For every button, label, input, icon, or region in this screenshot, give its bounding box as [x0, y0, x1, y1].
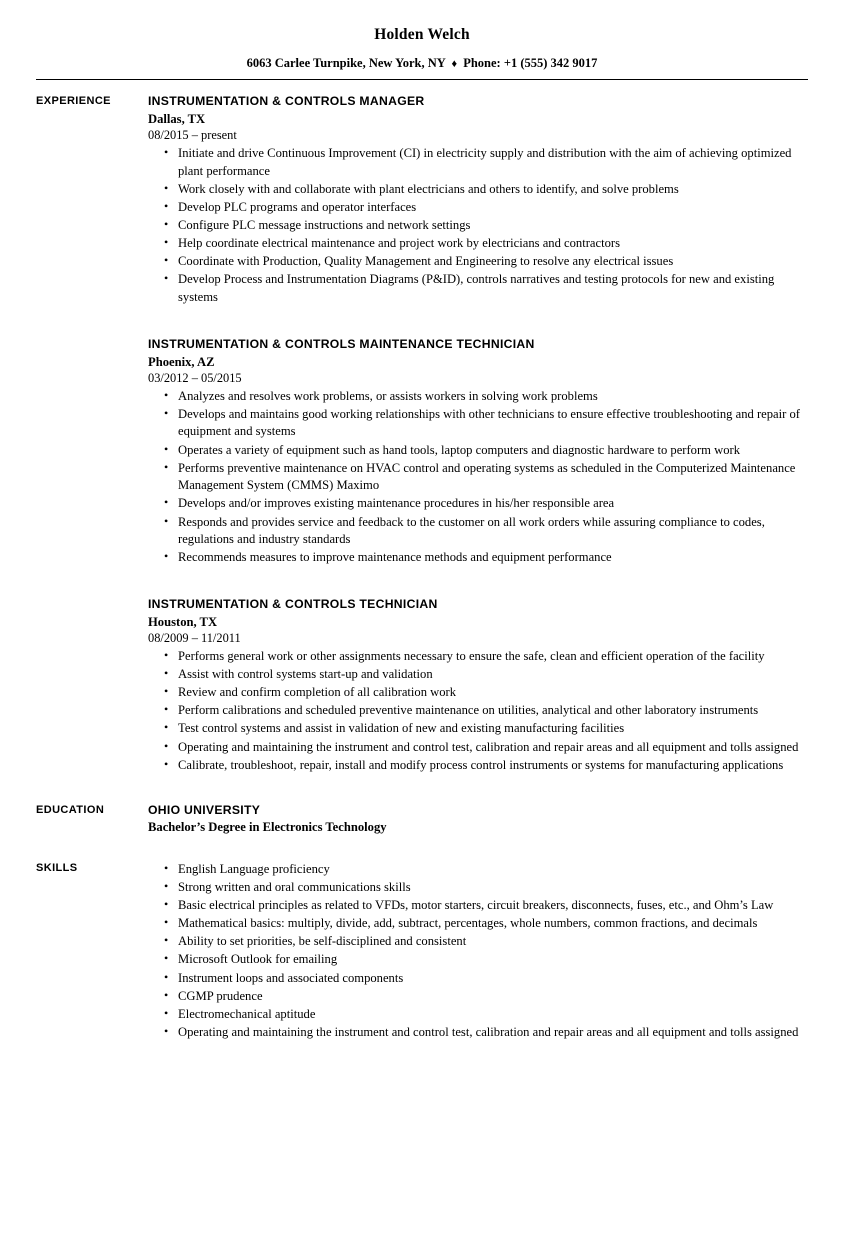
- list-item: • Develop Process and Instrumentation Diagrams (P&ID), controls narratives and testing protocols for new and existing systems: [148, 271, 808, 306]
- list-item: • Analyzes and resolves work problems, or assists workers in solving work problems: [148, 388, 808, 406]
- list-item: • Responds and provides service and feedback to the customer on all work orders while assuring compliance to codes, regulations and industry standards: [148, 514, 808, 549]
- page-title: Holden Welch: [374, 26, 470, 43]
- contact-line: [36, 56, 808, 71]
- experience-item: [148, 94, 808, 307]
- list-item: • Test control systems and assist in validation of new and existing manufacturing facilities: [148, 720, 808, 738]
- list-item: • Recommends measures to improve maintenance methods and equipment performance: [148, 549, 808, 567]
- job-title: INSTRUMENTATION & CONTROLS MAINTENANCE TECHNICIAN: [148, 336, 535, 351]
- section-label-experience: EXPERIENCE: [36, 95, 111, 107]
- list-item: • Calibrate, troubleshoot, repair, install and modify process control instruments or systems for manufacturing applications: [148, 757, 808, 775]
- job-bullets: [148, 388, 808, 567]
- list-item: • Strong written and oral communications skills: [148, 879, 808, 897]
- section-label-skills: SKILLS: [36, 861, 78, 874]
- job-dates: 03/2012 – 05/2015: [148, 370, 242, 385]
- contact-phone: Phone: +1 (555) 342 9017: [463, 56, 598, 70]
- spacer: [148, 585, 808, 597]
- job-bullets: [148, 145, 808, 307]
- header-divider: [36, 79, 808, 80]
- job-title: INSTRUMENTATION & CONTROLS TECHNICIAN: [148, 596, 438, 611]
- list-item: • Coordinate with Production, Quality Management and Engineering to resolve any electrical issues: [148, 253, 808, 271]
- list-item: • Develops and maintains good working relationships with other technicians to ensure effective troubleshooting and repair of equipment and systems: [148, 406, 808, 441]
- list-item: • Review and confirm completion of all calibration work: [148, 684, 808, 702]
- list-item: • Operating and maintaining the instrument and control test, calibration and repair areas and all equipment and tolls assigned: [148, 1024, 808, 1042]
- job-dates: 08/2015 – present: [148, 128, 237, 142]
- list-item: • Work closely with and collaborate with plant electricians and others to identify, and solve problems: [148, 181, 808, 199]
- list-item: • Ability to set priorities, be self-disciplined and consistent: [148, 933, 808, 951]
- job-dates: 08/2009 – 11/2011: [148, 630, 241, 645]
- contact-address: 6063 Carlee Turnpike, New York, NY: [246, 56, 446, 70]
- list-item: • Configure PLC message instructions and network settings: [148, 217, 808, 235]
- experience-item: [148, 337, 808, 567]
- list-item: • Microsoft Outlook for emailing: [148, 951, 808, 969]
- job-location: Phoenix, AZ: [148, 354, 215, 369]
- skills-list: [148, 861, 808, 1042]
- education-degree: Bachelor’s Degree in Electronics Technology: [148, 819, 387, 834]
- list-item: • Develop PLC programs and operator interfaces: [148, 199, 808, 217]
- diamond-icon: ♦: [451, 58, 458, 70]
- list-item: • Performs general work or other assignments necessary to ensure the safe, clean and efficient operation of the facility: [148, 648, 808, 666]
- experience-body: [148, 94, 808, 775]
- list-item: • Initiate and drive Continuous Improvement (CI) in electricity supply and distribution with the aim of achieving optimized plant performance: [148, 145, 808, 180]
- job-location: Dallas, TX: [148, 112, 206, 126]
- list-item: • Electromechanical aptitude: [148, 1006, 808, 1024]
- list-item: • English Language proficiency: [148, 861, 808, 879]
- list-item: • Mathematical basics: multiply, divide, add, subtract, percentages, whole numbers, common fractions, and decimals: [148, 915, 808, 933]
- education-school: OHIO UNIVERSITY: [148, 802, 261, 817]
- list-item: • Help coordinate electrical maintenance and project work by electricians and contractors: [148, 235, 808, 253]
- list-item: • Perform calibrations and scheduled preventive maintenance on utilities, analytical and other laboratory instruments: [148, 702, 808, 720]
- list-item: • Instrument loops and associated components: [148, 970, 808, 988]
- list-item: • Develops and/or improves existing maintenance procedures in his/her responsible area: [148, 495, 808, 513]
- section-skills: [36, 861, 808, 1042]
- experience-item: [148, 597, 808, 774]
- education-body: [148, 803, 808, 835]
- job-location: Houston, TX: [148, 614, 218, 629]
- list-item: • Operates a variety of equipment such as hand tools, laptop computers and diagnostic hardware to perform work: [148, 442, 808, 460]
- list-item: • Assist with control systems start-up and validation: [148, 666, 808, 684]
- job-bullets: [148, 648, 808, 774]
- section-label-education: EDUCATION: [36, 803, 105, 816]
- list-item: • Performs preventive maintenance on HVAC control and operating systems as scheduled in the Computerized Maintenance Management System (CMMS) Maximo: [148, 460, 808, 495]
- list-item: • Operating and maintaining the instrument and control test, calibration and repair areas and all equipment and tolls assigned: [148, 739, 808, 757]
- list-item: • Basic electrical principles as related to VFDs, motor starters, circuit breakers, disconnects, fuses, etc., and Ohm’s Law: [148, 897, 808, 915]
- section-education: [36, 803, 808, 835]
- list-item: • CGMP prudence: [148, 988, 808, 1006]
- job-title: INSTRUMENTATION & CONTROLS MANAGER: [148, 94, 425, 108]
- skills-body: [148, 861, 808, 1042]
- spacer: [148, 325, 808, 337]
- section-experience: [36, 94, 808, 775]
